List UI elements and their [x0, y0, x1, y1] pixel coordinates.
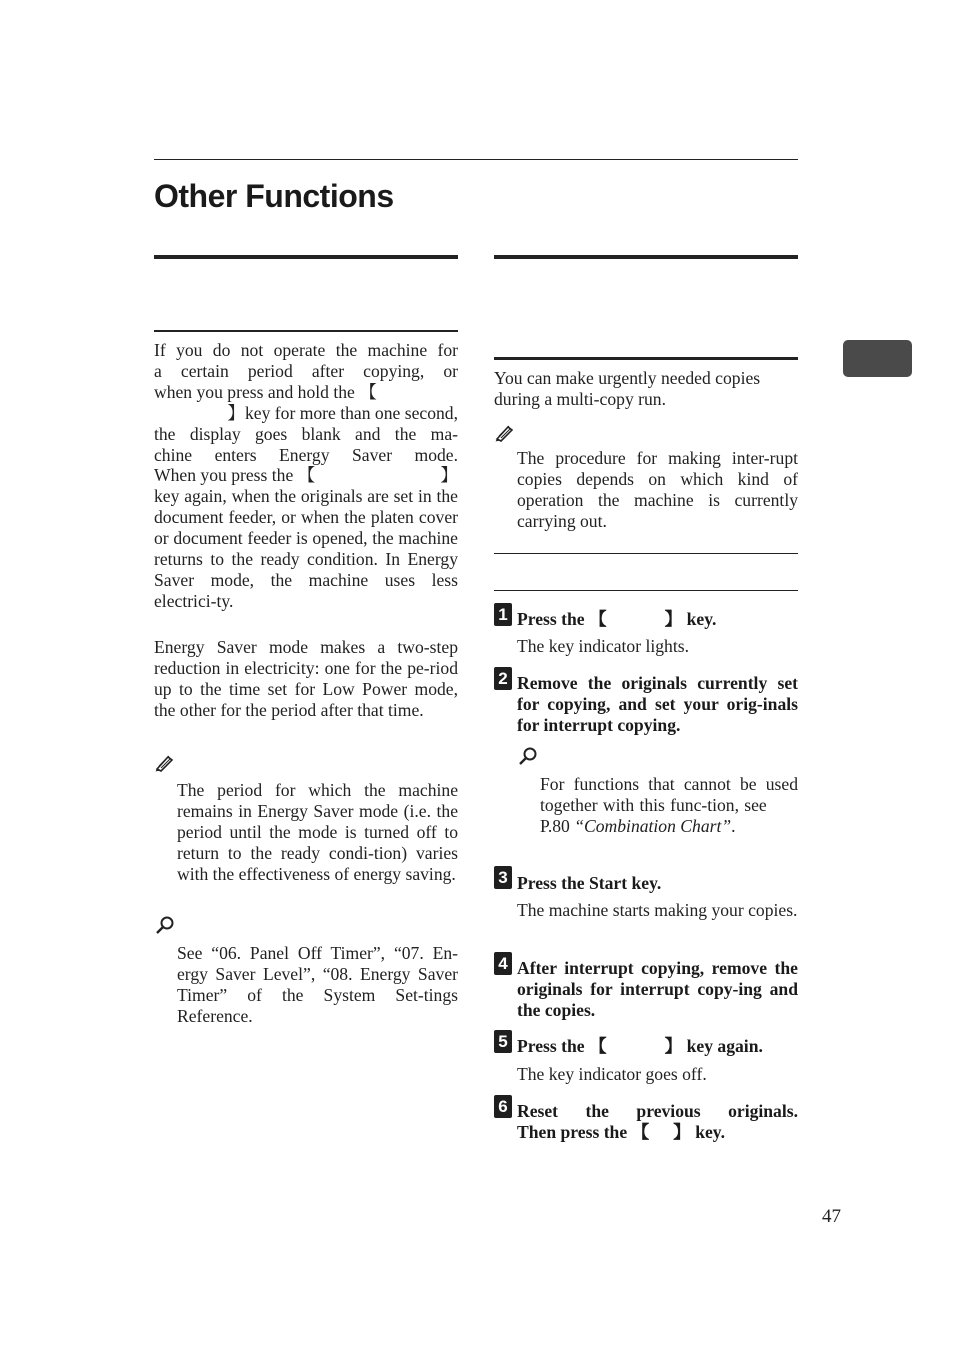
step-2-reference [540, 774, 798, 837]
key-bracket-close: 】 [664, 609, 683, 629]
step-5-text-end: key again. [686, 1036, 763, 1056]
step-6-text-end: key. [695, 1121, 726, 1142]
step-5-heading [517, 1036, 798, 1057]
step-6-line1: Reset the previous originals. [517, 1101, 798, 1121]
step-number-3: 3 [494, 866, 512, 889]
page-number: 47 [822, 1206, 841, 1227]
step-4-heading: After interrupt copying, remove the originals for interrupt copy-ing and the copies. [517, 958, 798, 1020]
para1-line5: the display goes blank and the ma- [154, 423, 458, 444]
step-3-heading: Press the Start key. [517, 873, 662, 893]
para1-line3 [154, 382, 458, 403]
step-5-body: The key indicator goes off. [517, 1064, 707, 1084]
chapter-tab [843, 340, 912, 377]
para1-line4 [154, 403, 458, 424]
key-bracket-close-2: 】 [440, 465, 458, 486]
para1-line6: chine enters Energy Saver mode. [154, 444, 458, 465]
step-3-body: The machine starts making your copies. [517, 900, 798, 920]
para1-line2: a certain period after copying, or [154, 360, 458, 381]
step-6-text: Then press the [517, 1121, 628, 1142]
left-subsection-rule [154, 330, 458, 332]
step-2-reference-text: For functions that cannot be used together with this func-tion, see [540, 774, 798, 815]
magnifier-icon [155, 915, 175, 935]
step-number-2: 2 [494, 667, 512, 690]
para1-line3-text: when you press and hold the [154, 381, 355, 402]
step-1-body: The key indicator lights. [517, 636, 689, 656]
key-bracket-open: 【 [359, 381, 377, 402]
key-bracket-close: 】 [673, 1121, 691, 1142]
right-subsection-rule [494, 357, 798, 360]
para1-line4-text: key for more than one second, [244, 402, 458, 423]
key-bracket-open-2: 【 [297, 465, 316, 486]
step-1-text-end: key. [686, 609, 717, 629]
step-2-reference-title: “Combination Chart” [574, 815, 732, 836]
energy-saver-two-step-paragraph: Energy Saver mode makes a two-step reduction in electricity: one for the pe-riod up to the time set for Low Power mode, the other for the period after that time. [154, 637, 458, 720]
magnifier-icon [518, 746, 538, 766]
step-number-6: 6 [494, 1095, 512, 1118]
right-section-bar [494, 255, 798, 259]
key-bracket-open: 【 [631, 1121, 650, 1142]
step-number-1: 1 [494, 603, 512, 626]
interrupt-intro: You can make urgently needed copies during a multi-copy run. [494, 368, 761, 409]
step-2-reference-page: P.80 [540, 815, 570, 836]
para1-line7-text: When you press the [154, 465, 294, 486]
para1-line1: If you do not operate the machine for [154, 340, 458, 360]
right-note-text: The procedure for making inter-rupt copies depends on which kind of operation the machine is currently carrying out. [517, 448, 798, 531]
pencil-icon [494, 424, 514, 442]
right-divider-2 [494, 590, 798, 591]
page-title: Other Functions [154, 178, 394, 214]
left-reference-text: See “06. Panel Off Timer”, “07. En-ergy Saver Level”, “08. Energy Saver Timer” of the System Set-tings Reference. [177, 943, 458, 1026]
step-1-text: Press the [517, 609, 585, 629]
para1-line7 [154, 465, 458, 486]
energy-saver-paragraph [154, 340, 458, 612]
top-rule [154, 159, 798, 160]
step-6-heading [517, 1101, 798, 1143]
key-bracket-close: 】 [664, 1036, 683, 1056]
left-note-text: The period for which the machine remains in Energy Saver mode (i.e. the period until the mode is turned off to return to the ready condi-tion) varies with the effectiveness of energy saving. [177, 780, 458, 884]
step-number-5: 5 [494, 1030, 512, 1053]
left-section-bar [154, 255, 458, 259]
key-bracket-open: 【 [589, 609, 607, 629]
step-2-reference-end: . [731, 815, 736, 836]
pencil-icon [154, 754, 174, 772]
key-bracket-open: 【 [589, 1036, 607, 1056]
step-1-heading [517, 609, 798, 630]
step-6-line2 [517, 1122, 798, 1143]
step-5-text: Press the [517, 1036, 585, 1056]
para1-rest: key again, when the originals are set in the document feeder, or when the platen cover or document feeder is opened, the machine returns to the ready condition. In Energy Saver mode, the machine uses less electrici-ty. [154, 486, 458, 611]
step-number-4: 4 [494, 952, 512, 975]
right-divider-1 [494, 553, 798, 554]
step-2-heading: Remove the originals currently set for copying, and set your orig-inals for interrupt copying. [517, 673, 798, 735]
key-bracket-close: 】 [227, 402, 245, 423]
